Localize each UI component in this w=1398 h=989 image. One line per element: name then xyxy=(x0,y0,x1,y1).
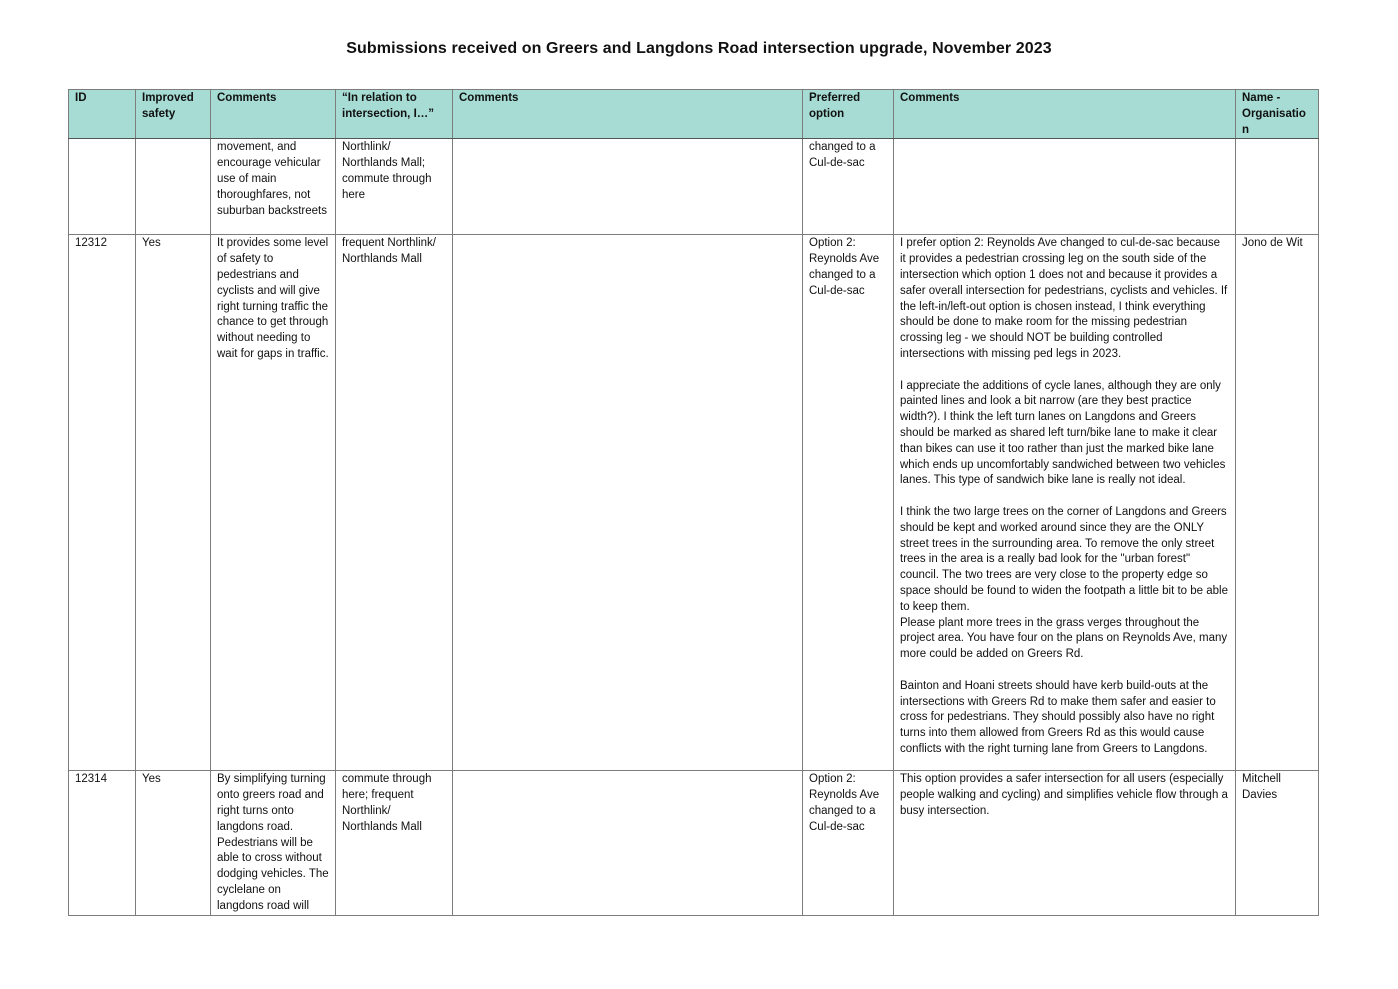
table-row xyxy=(69,235,1319,771)
cell-comments-relation xyxy=(453,771,803,915)
table-row xyxy=(69,139,1319,235)
cell-comments-safety: It provides some level of safety to pedestrians and cyclists and will give right turning traffic the chance to get through without needing to wait for gaps in traffic. xyxy=(211,235,336,771)
cell-name-organisation: Mitchell Davies xyxy=(1236,771,1319,915)
cell-id: 12312 xyxy=(69,235,136,771)
cell-improved-safety xyxy=(136,139,211,235)
header-name-organisation: Name - Organisation xyxy=(1236,90,1319,139)
cell-improved-safety: Yes xyxy=(136,235,211,771)
cell-preferred-option: changed to a Cul-de-sac xyxy=(803,139,894,235)
cell-comments-option xyxy=(894,139,1236,235)
cell-preferred-option: Option 2: Reynolds Ave changed to a Cul-de-sac xyxy=(803,771,894,915)
header-in-relation: “In relation to intersection, I…” xyxy=(336,90,453,139)
cell-name-organisation xyxy=(1236,139,1319,235)
cell-comments-option: I prefer option 2: Reynolds Ave changed to cul-de-sac because it provides a pedestrian crossing leg on the south side of the intersection which option 1 does not and because it provides a safer overall intersection for pedestrians, cyclists and vehicles. If the left-in/left-out option is chosen instead, I think everything should be done to make room for the missing pedestrian crossing leg - we should NOT be building controlled intersections with missing ped legs in 2023. I appreciate the additions of cycle lanes, although they are only painted lines and look a bit narrow (are they best practice width?). I think the left turn lanes on Langdons and Greers should be marked as shared left turn/bike lane to make it clear than bikes can use it too rather than just the marked bike lane which ends up uncomfortably sandwiched between two vehicles lanes. This type of sandwich bike lane is really not ideal. I think the two large trees on the corner of Langdons and Greers should be kept and worked around since they are the ONLY street trees in the surrounding area. To remove the only street trees in the area is a really bad look for the "urban forest" council. The two trees are very close to the property edge so space should be found to widen the footpath a little bit to be able to keep them. Please plant more trees in the grass verges throughout the project area. You have four on the plans on Reynolds Ave, many more could be added on Greers Rd. Bainton and Hoani streets should have kerb build-outs at the intersections with Greers Rd to make them safer and easier to cross for pedestrians. They should possibly also have no right turns into them allowed from Greers Rd as this would cause conflicts with the right turning lane from Greers to Langdons. xyxy=(894,235,1236,771)
cell-id: 12314 xyxy=(69,771,136,915)
submissions-table xyxy=(68,89,1319,916)
table-header-row xyxy=(69,90,1319,139)
header-comments-relation: Comments xyxy=(453,90,803,139)
cell-in-relation: frequent Northlink/ Northlands Mall xyxy=(336,235,453,771)
header-preferred-option: Preferred option xyxy=(803,90,894,139)
cell-name-organisation: Jono de Wit xyxy=(1236,235,1319,771)
cell-improved-safety: Yes xyxy=(136,771,211,915)
cell-comments-option: This option provides a safer intersection for all users (especially people walking and cycling) and simplifies vehicle flow through a busy intersection. xyxy=(894,771,1236,915)
cell-id xyxy=(69,139,136,235)
cell-comments-safety: By simplifying turning onto greers road and right turns onto langdons road. Pedestrians will be able to cross without dodging vehicles. The cyclelane on langdons road will xyxy=(211,771,336,915)
cell-comments-relation xyxy=(453,235,803,771)
cell-preferred-option: Option 2: Reynolds Ave changed to a Cul-de-sac xyxy=(803,235,894,771)
page-title: Submissions received on Greers and Langdons Road intersection upgrade, November 2023 xyxy=(346,40,1052,57)
cell-comments-safety: movement, and encourage vehicular use of main thoroughfares, not suburban backstreets xyxy=(211,139,336,235)
header-id: ID xyxy=(69,90,136,139)
cell-in-relation: commute through here; frequent Northlink/ Northlands Mall xyxy=(336,771,453,915)
cell-comments-relation xyxy=(453,139,803,235)
header-comments-safety: Comments xyxy=(211,90,336,139)
table-row xyxy=(69,771,1319,915)
header-improved-safety: Improved safety xyxy=(136,90,211,139)
header-comments-option: Comments xyxy=(894,90,1236,139)
cell-in-relation: Northlink/ Northlands Mall; commute through here xyxy=(336,139,453,235)
